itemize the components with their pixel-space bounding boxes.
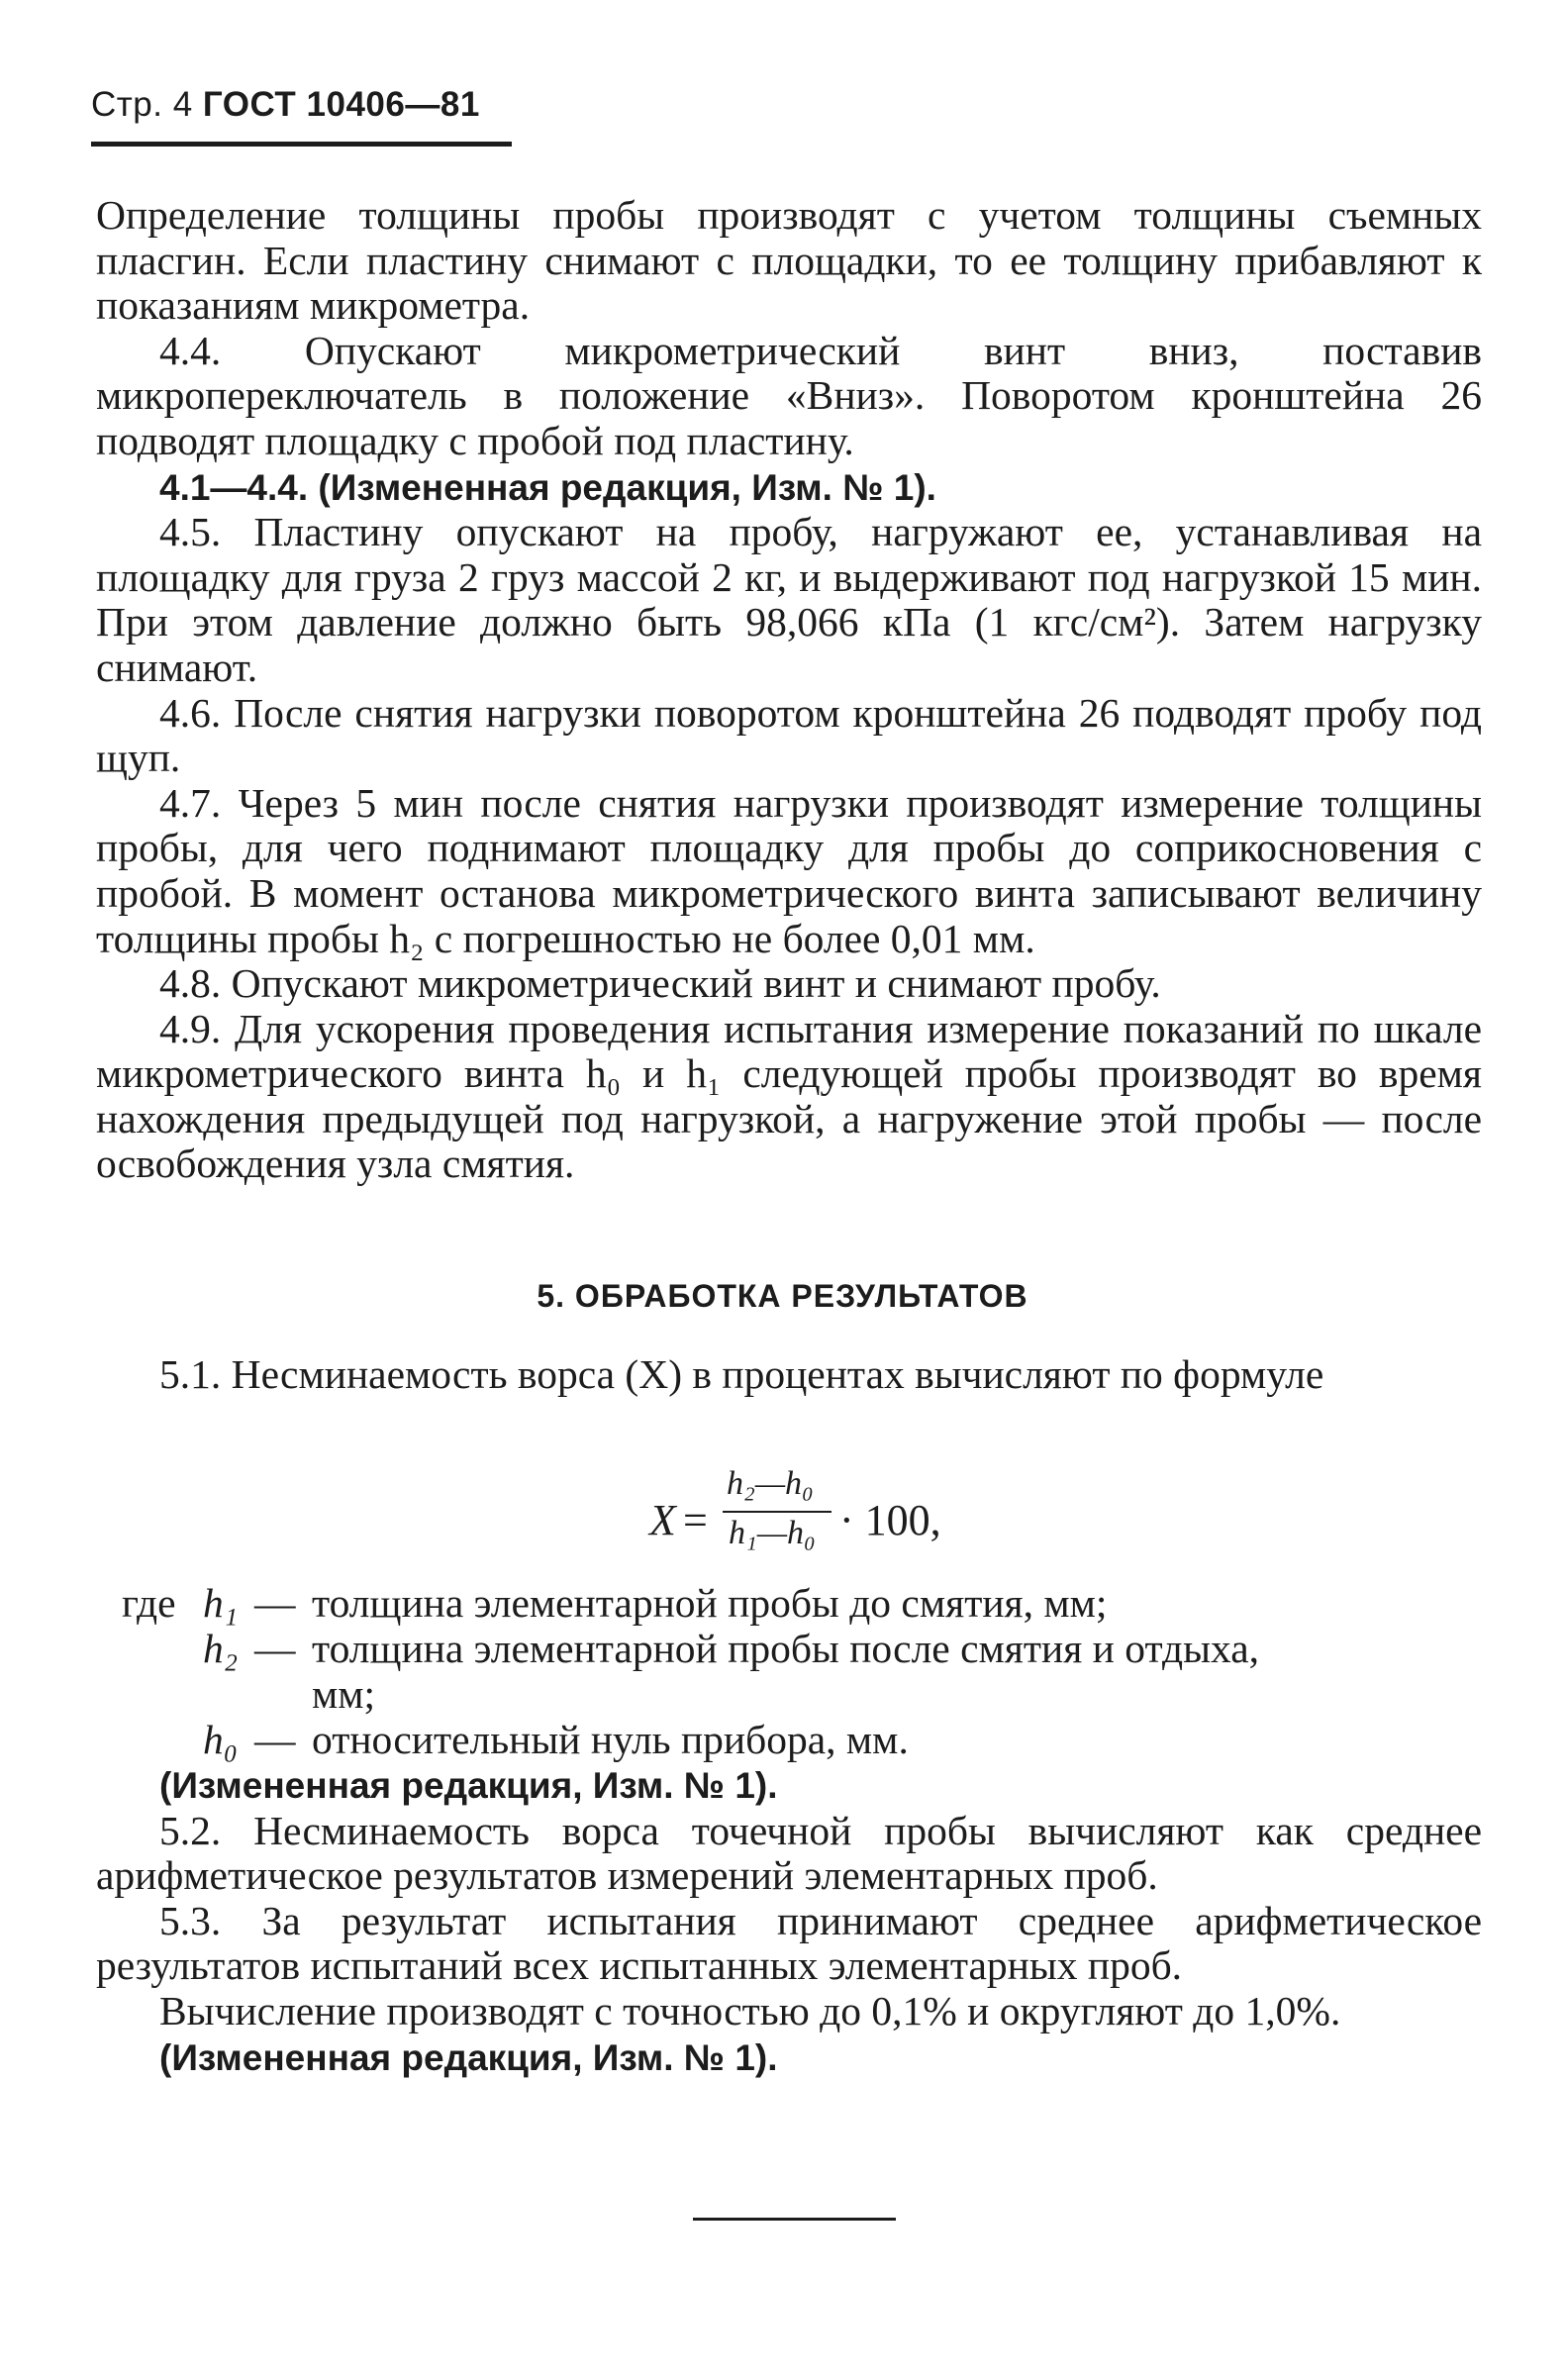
definition-symbol: h₂: [203, 1626, 239, 1671]
page-header: [91, 85, 480, 125]
header-rule: [91, 142, 512, 147]
paragraph-5-2: 5.2. Несминаемость ворса точечной пробы вычисляют как среднее арифметическое результатов измерений элементарных проб.: [96, 1807, 1482, 1899]
formula-equals: =: [683, 1496, 708, 1544]
amendment-note-5-1: [96, 1762, 1482, 1809]
definition-row: [96, 1580, 1482, 1626]
paragraph-4-6: 4.6. После снятия нагрузки поворотом кронштейна 26 подводят пробу под щуп.: [96, 689, 1482, 781]
end-rule: [693, 2218, 896, 2221]
paragraph-4-8: 4.8. Опускают микрометрический винт и снимают пробу.: [159, 960, 1161, 1007]
formula: [649, 1465, 1045, 1574]
where-word: где: [122, 1580, 176, 1626]
definition-text: толщина элементарной пробы после смятия и отдыха,: [312, 1626, 1260, 1671]
fraction-bar: [723, 1511, 831, 1513]
amendment-text: (Измененная редакция, Изм. № 1).: [159, 2036, 778, 2078]
paragraph-4-5: 4.5. Пластину опускают на пробу, нагружают ее, устанавливая на площадку для груза 2 груз массой 2 кг, и выдерживают под нагрузкой 15 мин. При этом давление должно быть 98,066 кПа (1 кгс/см²). Затем нагрузку снимают.: [96, 509, 1482, 690]
paragraph-thickness-note: Определение толщины пробы производят с учетом толщины съемных пласгин. Если пластину снимают с площадки, то ее толщину прибавляют к показаниям микрометра.: [96, 192, 1482, 329]
paragraph-4-4: 4.4. Опускают микрометрический винт вниз, поставив микропереключатель в положение «Вниз». Поворотом кронштейна 26 подводят площадку с пробой под пластину.: [96, 327, 1482, 463]
text-block-2: [96, 1352, 1482, 1398]
paragraph-5-3: 5.3. За результат испытания принимают среднее арифметическое результатов испытаний всех испытанных элементарных проб.: [96, 1897, 1482, 1989]
formula-denominator: h₁—h₀: [729, 1515, 816, 1551]
definition-row: [96, 1717, 1482, 1762]
definition-symbol: h₁: [203, 1580, 239, 1626]
formula-lhs: X: [649, 1496, 676, 1544]
text-block-1: [96, 193, 1482, 1187]
definition-text: относительный нуль прибора, мм.: [312, 1717, 909, 1762]
definition-row: [96, 1626, 1482, 1671]
amendment-text: (Измененная редакция, Изм. № 1).: [159, 1765, 778, 1806]
page-label: Стр. 4: [91, 85, 193, 124]
text-block-3: [96, 1762, 1482, 2080]
paragraph-5-1: 5.1. Несминаемость ворса (X) в процентах вычисляют по формуле: [159, 1351, 1324, 1397]
amendment-note-4-1-4-4: [96, 464, 1482, 511]
definition-symbol: h₀: [203, 1717, 239, 1762]
definition-continuation-row: [96, 1671, 1482, 1717]
section-title: 5. ОБРАБОТКА РЕЗУЛЬТАТОВ: [537, 1278, 1028, 1314]
variable-definitions: [96, 1580, 1482, 1762]
formula-numerator: h₂—h₀: [727, 1465, 814, 1502]
definition-dash: —: [254, 1717, 296, 1762]
paragraph-4-7: 4.7. Через 5 мин после снятия нагрузки производят измерение толщины пробы, для чего поднимают площадку для пробы до соприкосновения с пробой. В момент останова микрометрического винта записывают величину толщины пробы h₂ с погрешностью не более 0,01 мм.: [96, 779, 1482, 961]
amendment-note-5-2-5-3: [96, 2034, 1482, 2081]
definition-dash: —: [254, 1580, 296, 1626]
definition-text: толщина элементарной пробы до смятия, мм;: [312, 1580, 1108, 1626]
standard-number: ГОСТ 10406—81: [202, 85, 480, 124]
formula-rhs: · 100,: [839, 1496, 941, 1544]
paragraph-4-9: 4.9. Для ускорения проведения испытания измерение показаний по шкале микрометрического винта h₀ и h₁ следующей пробы производят во время нахождения предыдущей под нагрузкой, а нагружение этой пробы — после освобождения узла смятия.: [96, 1005, 1482, 1187]
definition-dash: —: [254, 1626, 296, 1671]
amendment-text: 4.1—4.4. (Измененная редакция, Изм. № 1).: [159, 466, 936, 508]
definition-continuation: мм;: [312, 1671, 376, 1717]
paragraph-rounding: Вычисление производят с точностью до 0,1% и округляют до 1,0%.: [159, 1987, 1341, 2033]
